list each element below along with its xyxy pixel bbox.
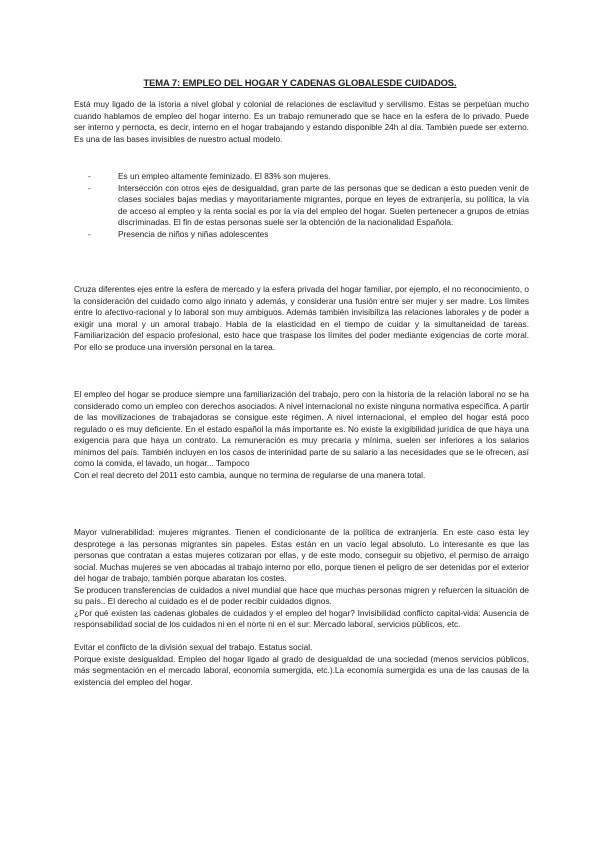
transfer-text: Se producen transferencias de cuidados a nivel mundial que hace que muchas personas migren y refuercen la situación de su país.. El derecho al cuidado es el de poder recibir cuidados dignos. [74,584,529,606]
cruza-text: Cruza diferentes ejes entre la esfera de mercado y la esfera privada del hogar familiar, por ejemplo, el no reconocimiento, o la consideración del cuidado como algo innato y además, y considerar una fusión entre ser mujer y ser madre. Los límites entre lo afectivo-racional y lo laboral son muy ambiguos. Además también invisibiliza las relaciones laborales y de poder a exigir una moral y un amoral trabajo. Habla de la elasticidad en el tiempo de cuidar y la simultaneidad de tareas. Familiarización del espacio profesional, esto hace que traspase los límites del poder mediante exigencias de corte moral. Por ello se produce una inversión personal en la tarea. [74,284,529,352]
conflicto-paragraph [74,642,529,688]
intro-paragraph [74,99,529,145]
list-item [88,183,529,229]
empleo-paragraph [74,389,529,481]
mayor-text: Mayor vulnerabilidad: mujeres migrantes. Tienen el condicionante de la política de extranjería. En este caso esta ley desprotege a las personas migrantes sin papeles. Estas están en un vacío legal absoluto. Lo interesante es que las personas que contratan a estas mujeres cotizaran por ellas, y de este modo, conseguir su objetivo, el permiso de arraigo social. Muchas mujeres se ven abocadas al trabajo interno por ello, porque tienen el peligro de ser detenidas por el exterior del hogar de trabajo, también porque abaratan los costes. [74,527,529,583]
decreto-text: Con el real decreto del 2011 esto cambia, aunque no termina de regularse de una manera total. [74,469,426,480]
list-item [88,229,529,241]
bullet-list [88,171,529,240]
list-item [88,171,529,183]
bullet-text: Intersección con otros ejes de desigualdad, gran parte de las personas que se dedican a esto pueden venir de clases sociales bajas medias y mayoritariamente migrantes, porque en leyes de extranjería, su política, la vía de acceso al empleo y la renta social es por la vía del empleo del hogar. Suelen pertenecer a grupos de etnias discriminadas. El fin de estas personas suele ser la obtención de la nacionalidad Española. [118,182,529,227]
question-text: ¿Por qué existen las cadenas globales de cuidados y el empleo del hogar? Invisibilidad conflicto capital-vida: Ausencia de responsabilidad social de los cuidados ni en el norte ni en el sur: Mercado laboral, servicios públicos, etc. [74,607,529,629]
vulnerabilidad-paragraph [74,527,529,631]
page-title: TEMA 7: EMPLEO DEL HOGAR Y CADENAS GLOBALESDE CUIDADOS. [143,77,457,88]
empleo-text: El empleo del hogar se produce siempre una familiarización del trabajo, pero con la historia de la relación laboral no se ha considerado como un empleo con derechos asociados. A nivel internacional no existe ninguna normativa específica. A partir de las movilizaciones de trabajadoras se consigue este régimen. A nivel internacional, el empleo del hogar está poco regulado o es muy deficiente. En el estado español la más importante es. No existe la exigibilidad jurídica de que haya una exigencia para que haya un contrato. La remuneración es muy precaria y mínima, suelen ser inferiores a los salarios mínimos del país. También incluyen en los casos de interinidad parte de su salario a las necesidades que se le ofrecen, así como la comida, el lavado, un hogar... Tampoco [74,389,529,468]
bullet-marker: - [88,171,91,181]
intro-text: Está muy ligado de la istoria a nivel global y colonial de relaciones de esclavitud y servilismo. Estas se perpetúan mucho cuando hablamos de empleo del hogar interno. Es un trabajo remunerado que se hace en la esfera de lo privado. Puede ser interno y pernocta, es decir, interno en el hogar trabajando y estando disponible 24h al día. También puede ser externo. Es una de las bases invisibles de nuestro actual modelo. [74,99,529,144]
porque-text: Porque existe desigualdad. Empleo del hogar ligado al grado de desigualdad de una sociedad (menos servicios públicos, más segmentación en el mercado laboral, economía sumergida, etc.).La economía sumergida es una de las causas de la existencia del empleo del hogar. [74,653,529,687]
bullet-marker: - [88,228,91,239]
cruza-paragraph [74,284,529,353]
evitar-text: Evitar el conflicto de la división sexual del trabajo. Estatus social. [74,642,313,652]
bullet-text: Presencia de niños y niñas adolescentes [118,228,269,239]
bullet-text: Es un empleo altamente feminizado. El 83% son mujeres. [118,171,331,181]
bullet-marker: - [88,182,91,193]
